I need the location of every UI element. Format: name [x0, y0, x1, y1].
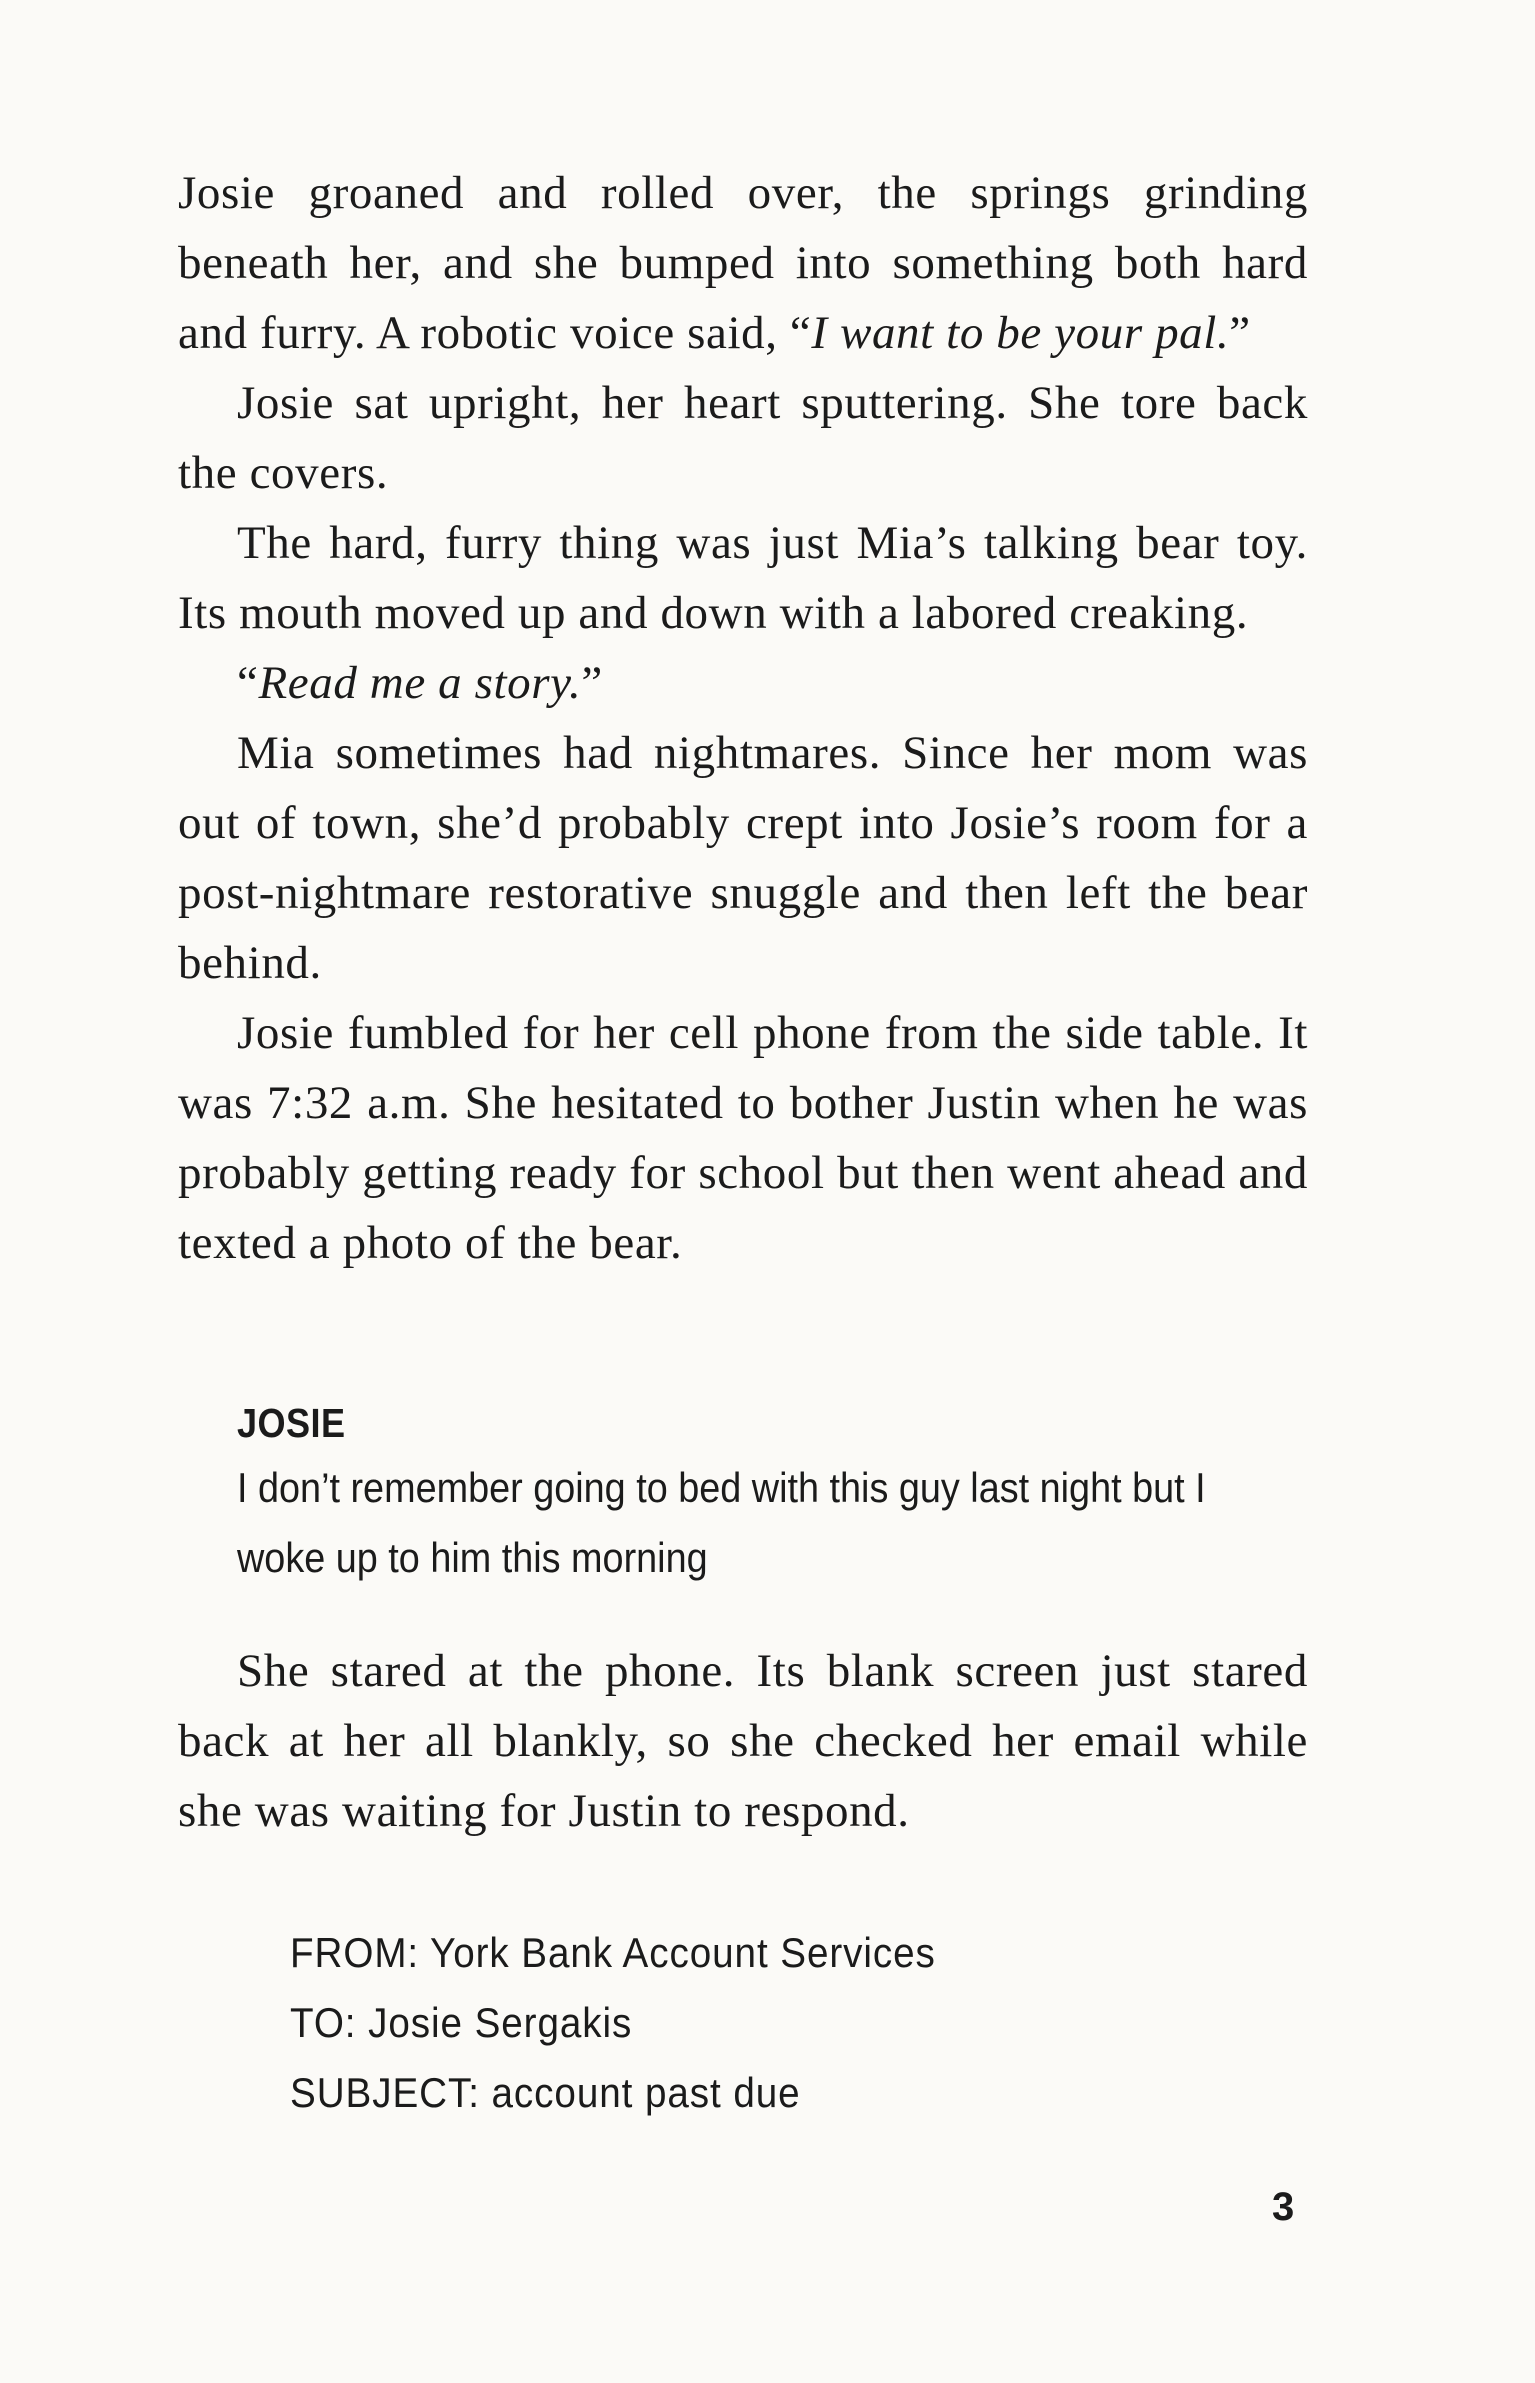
page-number: 3 [1272, 2185, 1295, 2229]
text-message-sender: JOSIE [237, 1400, 346, 1446]
email-subject: SUBJECT: account past due [290, 2069, 801, 2116]
email-header [290, 1918, 1190, 2128]
paragraph-2: Josie sat upright, her heart sputtering. She tore back the covers. [178, 377, 1308, 499]
text-message-body: I don’t remember going to bed with this guy last night but I woke up to him this morning [237, 1464, 1206, 1581]
paragraph-5: Mia sometimes had nightmares. Since her mom was out of town, she’d probably crept into Josie’s room for a post-nightmare restorative snuggle and then left the bear behind. [178, 727, 1308, 989]
text-message [237, 1393, 1277, 1593]
paragraph-7: She stared at the phone. Its blank screen just stared back at her all blankly, so she checked her email while she was waiting for Justin to respond. [178, 1645, 1308, 1837]
paragraph-1: Josie groaned and rolled over, the springs grinding beneath her, and she bumped into something both hard and furry. A robotic voice said, “I want to be your pal.” [178, 167, 1308, 359]
email-to: TO: Josie Sergakis [290, 1999, 633, 2046]
prose-block-bottom [178, 1636, 1308, 1846]
prose-block-top [178, 158, 1308, 1278]
email-from: FROM: York Bank Account Services [290, 1929, 936, 1976]
paragraph-3: The hard, furry thing was just Mia’s talking bear toy. Its mouth moved up and down with a labored creaking. [178, 517, 1308, 639]
paragraph-6: Josie fumbled for her cell phone from the side table. It was 7:32 a.m. She hesitated to bother Justin when he was probably getting ready for school but then went ahead and texted a photo of the bear. [178, 1007, 1308, 1269]
paragraph-4: “Read me a story.” [237, 657, 603, 709]
